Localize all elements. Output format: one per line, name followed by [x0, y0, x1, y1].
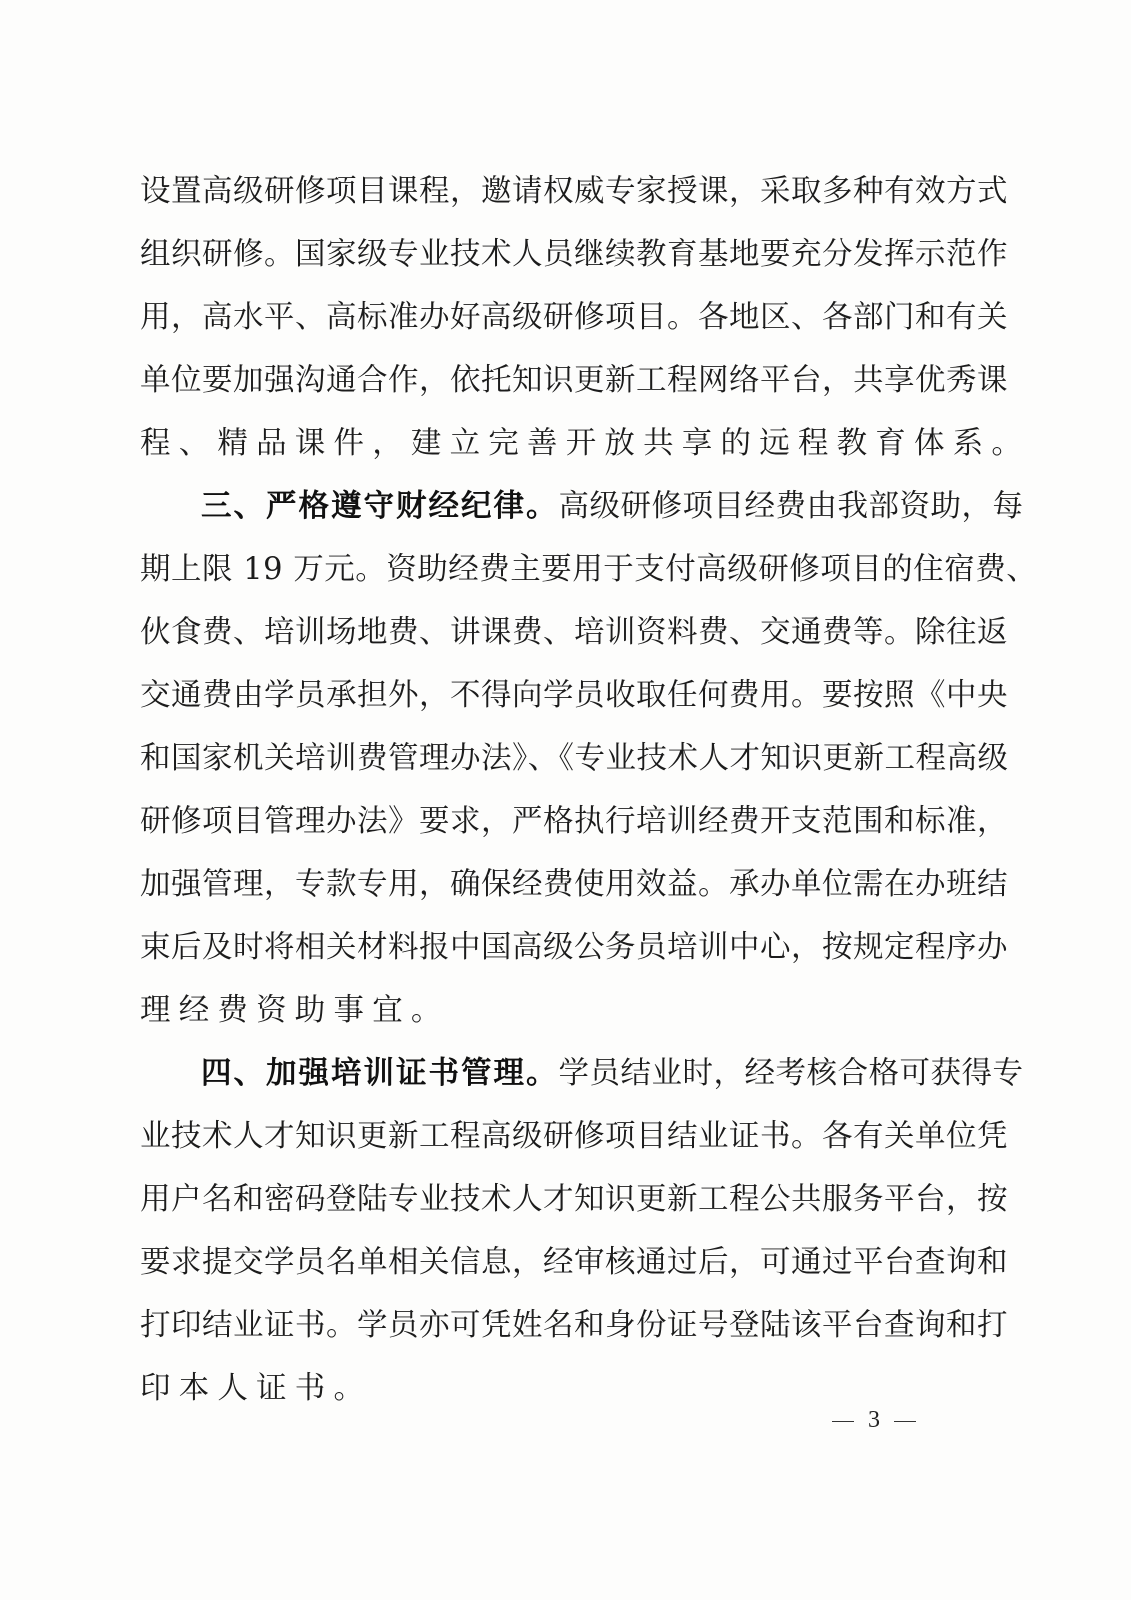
- page-number-dash-left: [832, 1421, 854, 1422]
- body-line: 束后及时将相关材料报中国高级公务员培训中心，按规定程序办: [140, 930, 1008, 965]
- body-line: 理经费资助事宜。: [140, 993, 450, 1028]
- body-line: 程、精品课件，建立完善开放共享的远程教育体系。: [140, 426, 1031, 461]
- section-four-first-line: [201, 1049, 1024, 1099]
- body-line: 和国家机关培训费管理办法》、《专业技术人才知识更新工程高级: [140, 741, 1009, 776]
- body-line: 业技术人才知识更新工程高级研修项目结业证书。各有关单位凭: [140, 1119, 1008, 1154]
- page-number-dash-right: [894, 1421, 916, 1422]
- section-three-first-line-text: 高级研修项目经费由我部资助，每: [558, 489, 1024, 524]
- body-line: 伙食费、培训场地费、讲课费、培训资料费、交通费等。除往返: [140, 615, 1008, 650]
- body-line: 设置高级研修项目课程，邀请权威专家授课，采取多种有效方式: [140, 174, 1008, 209]
- body-line: 打印结业证书。学员亦可凭姓名和身份证号登陆该平台查询和打: [140, 1308, 1008, 1343]
- section-three-heading: 三、严格遵守财经纪律。: [201, 489, 559, 524]
- section-four-first-line-text: 学员结业时，经考核合格可获得专: [558, 1056, 1024, 1091]
- body-line: 研修项目管理办法》要求，严格执行培训经费开支范围和标准，: [140, 804, 1008, 839]
- body-line: 单位要加强沟通合作，依托知识更新工程网络平台，共享优秀课: [140, 363, 1008, 398]
- body-line: 期上限 19 万元。资助经费主要用于支付高级研修项目的住宿费、: [140, 552, 1038, 587]
- body-line: 要求提交学员名单相关信息，经审核通过后，可通过平台查询和: [140, 1245, 1008, 1280]
- body-line: 印本人证书。: [140, 1371, 373, 1406]
- section-three-first-line: [201, 482, 1024, 532]
- body-line: 用户名和密码登陆专业技术人才知识更新工程公共服务平台，按: [140, 1182, 1008, 1217]
- body-line: 用，高水平、高标准办好高级研修项目。各地区、各部门和有关: [140, 300, 1008, 335]
- body-line: 交通费由学员承担外，不得向学员收取任何费用。要按照《中央: [140, 678, 1008, 713]
- section-four-heading: 四、加强培训证书管理。: [201, 1056, 559, 1091]
- page-number: 3: [868, 1407, 880, 1433]
- body-line: 加强管理，专款专用，确保经费使用效益。承办单位需在办班结: [140, 867, 1008, 902]
- body-line: 组织研修。国家级专业技术人员继续教育基地要充分发挥示范作: [140, 237, 1008, 272]
- page-number-footer: [832, 1400, 932, 1440]
